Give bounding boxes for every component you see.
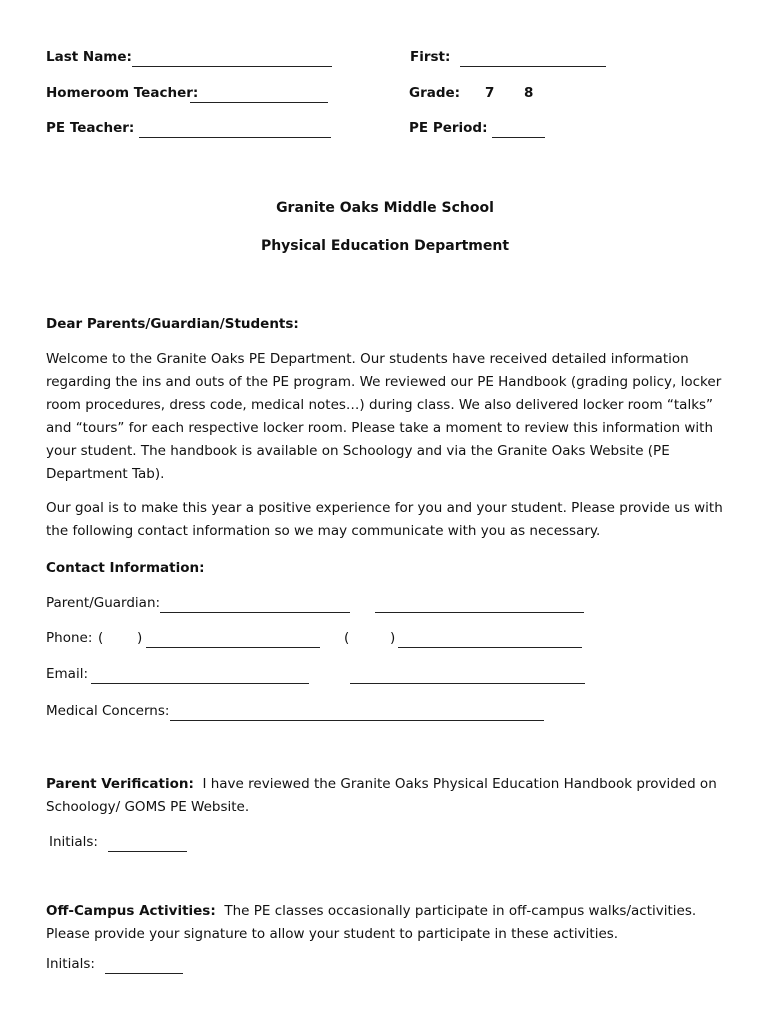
first-name-label: First: <box>410 49 451 65</box>
off-campus-heading: Off-Campus Activities: <box>46 903 216 919</box>
verification-initials-label: Initials: <box>49 834 98 850</box>
pe-teacher-input[interactable] <box>139 123 331 138</box>
off-campus-activities <box>46 900 726 946</box>
off-campus-initials-label: Initials: <box>46 956 95 972</box>
medical-concerns-input[interactable] <box>170 706 544 721</box>
parent-verification-heading: Parent Verification: <box>46 776 194 792</box>
department-name: Physical Education Department <box>260 238 510 254</box>
last-name-label: Last Name: <box>46 49 132 65</box>
school-name: Granite Oaks Middle School <box>276 200 494 216</box>
phone-label: Phone: <box>46 630 93 646</box>
salutation: Dear Parents/Guardian/Students: <box>46 316 299 332</box>
grade-option-8[interactable]: 8 <box>524 85 534 101</box>
goal-paragraph: Our goal is to make this year a positive experience for you and your student. Please provide us with the following contact information so we may communicate with you as necessary. <box>46 500 723 539</box>
phone-2-open-paren: ( <box>344 630 350 646</box>
phone-2-input[interactable] <box>398 633 582 648</box>
pe-teacher-label: PE Teacher: <box>46 120 135 136</box>
parent-guardian-label: Parent/Guardian: <box>46 595 161 611</box>
off-campus-initials-input[interactable] <box>105 959 183 974</box>
phone-2-close-paren: ) <box>390 630 396 646</box>
grade-option-7[interactable]: 7 <box>485 85 495 101</box>
first-name-input[interactable] <box>460 52 606 67</box>
homeroom-teacher-label: Homeroom Teacher: <box>46 85 199 101</box>
verification-initials-input[interactable] <box>108 837 187 852</box>
homeroom-teacher-input[interactable] <box>190 88 328 103</box>
parent-verification <box>46 773 726 819</box>
last-name-input[interactable] <box>132 52 332 67</box>
parent-guardian-input-1[interactable] <box>160 598 350 613</box>
pe-period-input[interactable] <box>492 123 545 138</box>
welcome-paragraph: Welcome to the Granite Oaks PE Department. Our students have received detailed information regarding the ins and outs of the PE program. We reviewed our PE Handbook (grading policy, locker room procedures, dress code, medical notes…) during class. We also delivered locker room “talks” and “tours” for each respective locker room. Please take a moment to review this information with your student. The handbook is available on Schoology and via the Granite Oaks Website (PE Department Tab). <box>46 351 722 482</box>
email-input-2[interactable] <box>350 669 585 684</box>
grade-label: Grade: <box>409 85 461 101</box>
parent-guardian-input-2[interactable] <box>375 598 584 613</box>
phone-1-close-paren: ) <box>137 630 143 646</box>
medical-concerns-label: Medical Concerns: <box>46 703 170 719</box>
pe-period-label: PE Period: <box>409 120 488 136</box>
parent-verification-text: I have reviewed the Granite Oaks Physical Education Handbook provided on Schoology/ GOMS PE Website. <box>46 776 717 815</box>
phone-1-input[interactable] <box>146 633 320 648</box>
contact-heading: Contact Information: <box>46 560 205 576</box>
off-campus-text: The PE classes occasionally participate in off-campus walks/activities. Please provide your signature to allow your student to participate in these activities. <box>46 903 697 942</box>
email-input-1[interactable] <box>91 669 309 684</box>
phone-1-open-paren: ( <box>98 630 104 646</box>
email-label: Email: <box>46 666 89 682</box>
